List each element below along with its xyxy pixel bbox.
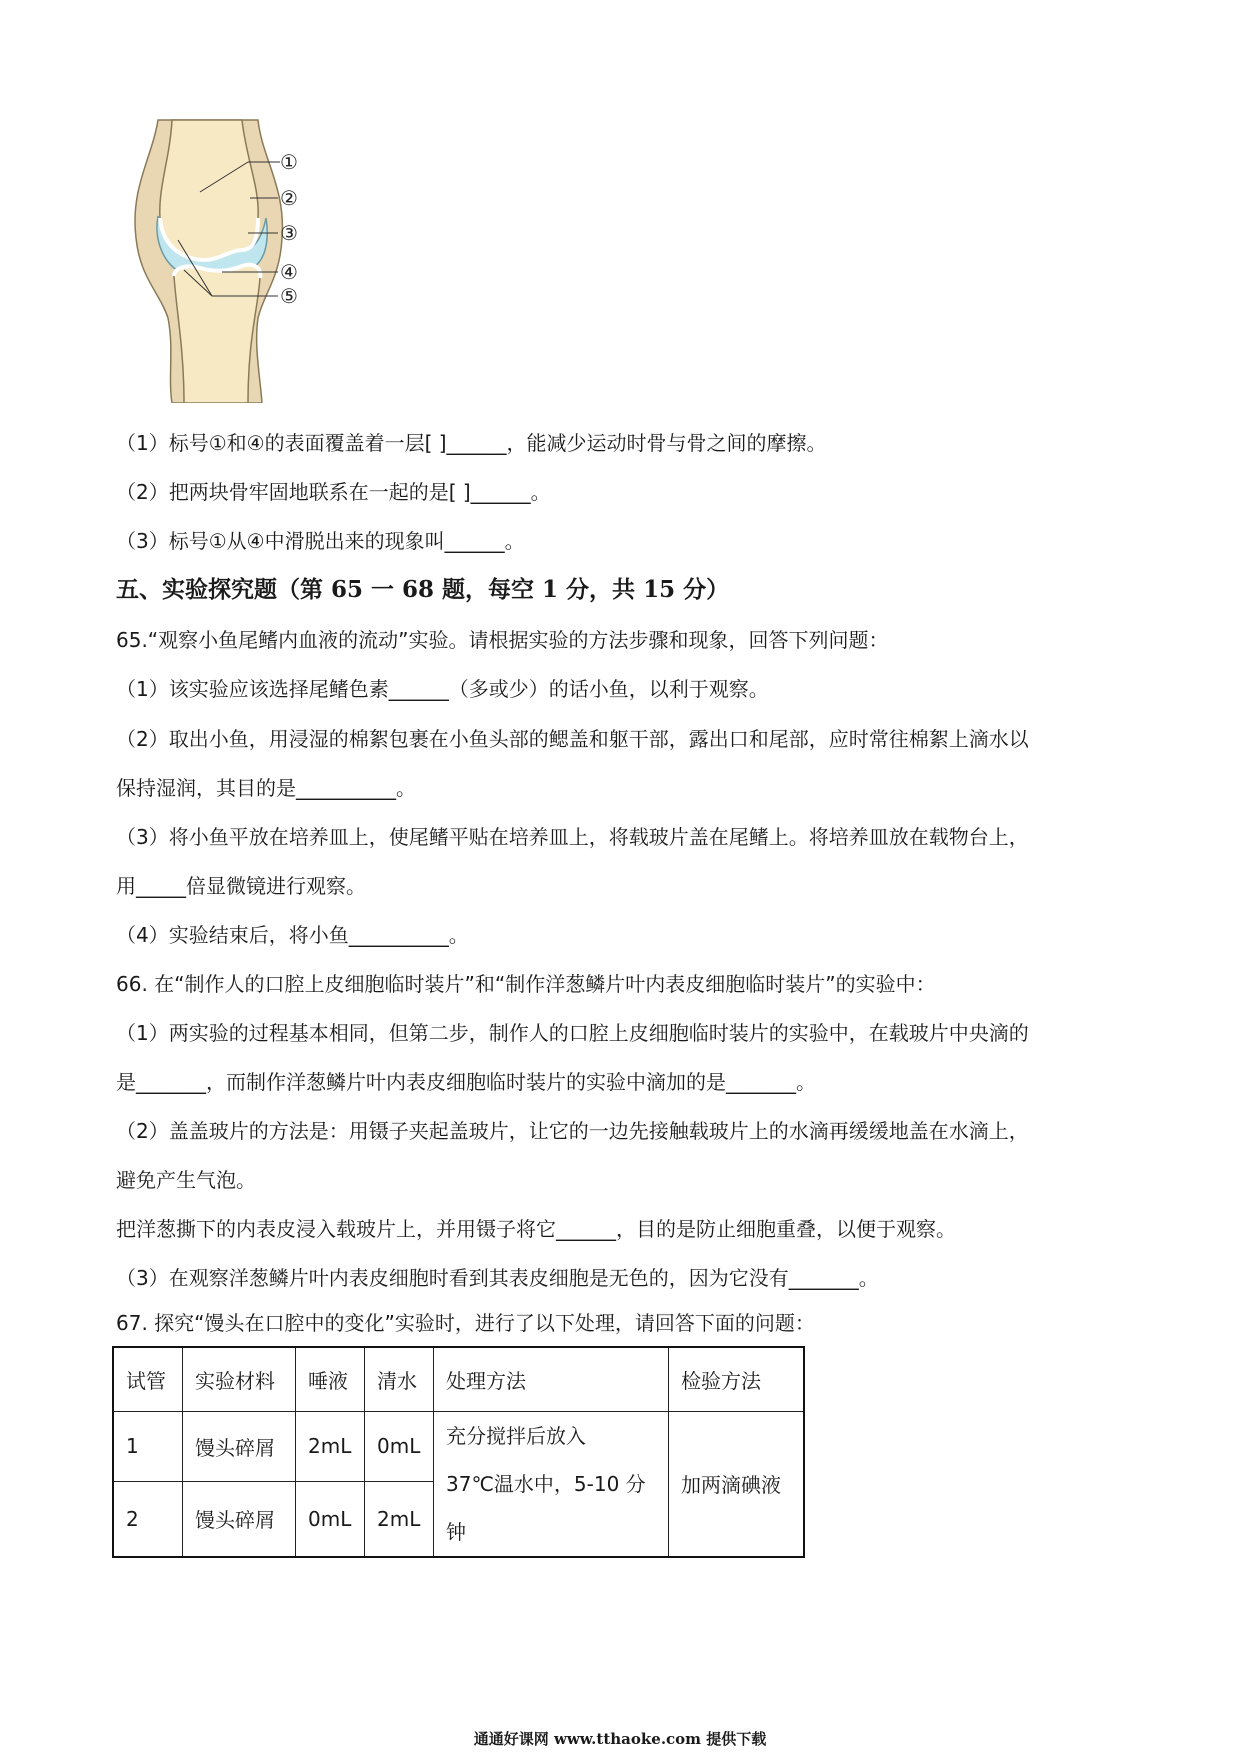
q65-sub2-line2: 保持湿润，其目的是__________。 bbox=[116, 776, 416, 800]
table-cell: 1 bbox=[113, 1411, 183, 1481]
process-line-1: 充分搅拌后放入 bbox=[446, 1423, 586, 1448]
q66-sub1-line2: 是_______，而制作洋葱鳞片叶内表皮细胞临时装片的实验中滴加的是_______。 bbox=[116, 1070, 816, 1094]
section-heading: 五、实验探究题（第 65 一 68 题，每空 1 分，共 15 分） bbox=[116, 576, 730, 603]
table-cell: 2mL bbox=[296, 1411, 365, 1481]
table-header-cell: 试管 bbox=[113, 1347, 183, 1411]
table-cell: 馒头碎屑 bbox=[183, 1481, 296, 1556]
q66-sub2-line1: （2）盖盖玻片的方法是：用镊子夹起盖玻片，让它的一边先接触载玻片上的水滴再缓缓地盖在水滴上， bbox=[116, 1119, 1029, 1143]
q65-sub4: （4）实验结束后，将小鱼__________。 bbox=[116, 923, 469, 947]
table-header-cell: 检验方法 bbox=[669, 1347, 805, 1411]
table-cell: 馒头碎屑 bbox=[183, 1411, 296, 1481]
process-line-2: 37℃温水中，5-10 分钟 bbox=[446, 1471, 646, 1544]
table-header-cell: 清水 bbox=[365, 1347, 434, 1411]
table-header-cell: 实验材料 bbox=[183, 1347, 296, 1411]
knee-joint-figure bbox=[130, 118, 350, 403]
q65-sub3-line1: （3）将小鱼平放在培养皿上，使尾鳍平贴在培养皿上，将载玻片盖在尾鳍上。将培养皿放在载物台上， bbox=[116, 825, 1029, 849]
figure-label-3: ③ bbox=[280, 221, 298, 245]
q66-sub1-line1: （1）两实验的过程基本相同，但第二步，制作人的口腔上皮细胞临时装片的实验中，在载玻片中央滴的 bbox=[116, 1021, 1029, 1045]
q66-sub3: （3）在观察洋葱鳞片叶内表皮细胞时看到其表皮细胞是无色的，因为它没有_______。 bbox=[116, 1266, 879, 1290]
q66-sub2-line2: 避免产生气泡。 bbox=[116, 1168, 256, 1192]
figure-label-4: ④ bbox=[280, 260, 298, 284]
q65-sub1: （1）该实验应该选择尾鳍色素______（多或少）的话小鱼，以利于观察。 bbox=[116, 677, 769, 701]
q65-sub3-line2: 用_____倍显微镜进行观察。 bbox=[116, 874, 366, 898]
table-cell: 0mL bbox=[296, 1481, 365, 1556]
table-row bbox=[113, 1411, 804, 1481]
q65-stem: 65.“观察小鱼尾鳍内血液的流动”实验。请根据实验的方法步骤和现象，回答下列问题： bbox=[116, 628, 889, 652]
figure-label-2: ② bbox=[280, 186, 298, 210]
q67-stem: 67. 探究“馒头在口腔中的变化”实验时，进行了以下处理，请回答下面的问题： bbox=[116, 1311, 815, 1335]
figure-label-5: ⑤ bbox=[280, 284, 298, 308]
table-cell: 0mL bbox=[365, 1411, 434, 1481]
experiment-table bbox=[112, 1346, 805, 1558]
page-footer: 通通好课网 www.tthaoke.com 提供下载 bbox=[473, 1730, 767, 1748]
q65-sub2-line1: （2）取出小鱼，用浸湿的棉絮包裹在小鱼头部的鳃盖和躯干部，露出口和尾部，应时常往棉絮上滴水以 bbox=[116, 727, 1029, 751]
figure-label-1: ① bbox=[280, 150, 298, 174]
table-cell: 2mL bbox=[365, 1481, 434, 1556]
table-header-cell: 处理方法 bbox=[434, 1347, 669, 1411]
q64-sub3: （3）标号①从④中滑脱出来的现象叫______。 bbox=[116, 529, 525, 553]
table-header-cell: 唾液 bbox=[296, 1347, 365, 1411]
table-process-cell bbox=[434, 1411, 669, 1557]
q66-sub2-line3: 把洋葱撕下的内表皮浸入载玻片上，并用镊子将它______，目的是防止细胞重叠，以便于观察。 bbox=[116, 1217, 956, 1241]
q64-sub2: （2）把两块骨牢固地联系在一起的是[ ]______。 bbox=[116, 480, 551, 504]
table-test-cell: 加两滴碘液 bbox=[669, 1411, 805, 1557]
q66-stem: 66. 在“制作人的口腔上皮细胞临时装片”和“制作洋葱鳞片叶内表皮细胞临时装片”的实验中： bbox=[116, 972, 936, 996]
table-header-row bbox=[113, 1347, 804, 1411]
table-cell: 2 bbox=[113, 1481, 183, 1556]
q64-sub1: （1）标号①和④的表面覆盖着一层[ ]______，能减少运动时骨与骨之间的摩擦。 bbox=[116, 431, 827, 455]
